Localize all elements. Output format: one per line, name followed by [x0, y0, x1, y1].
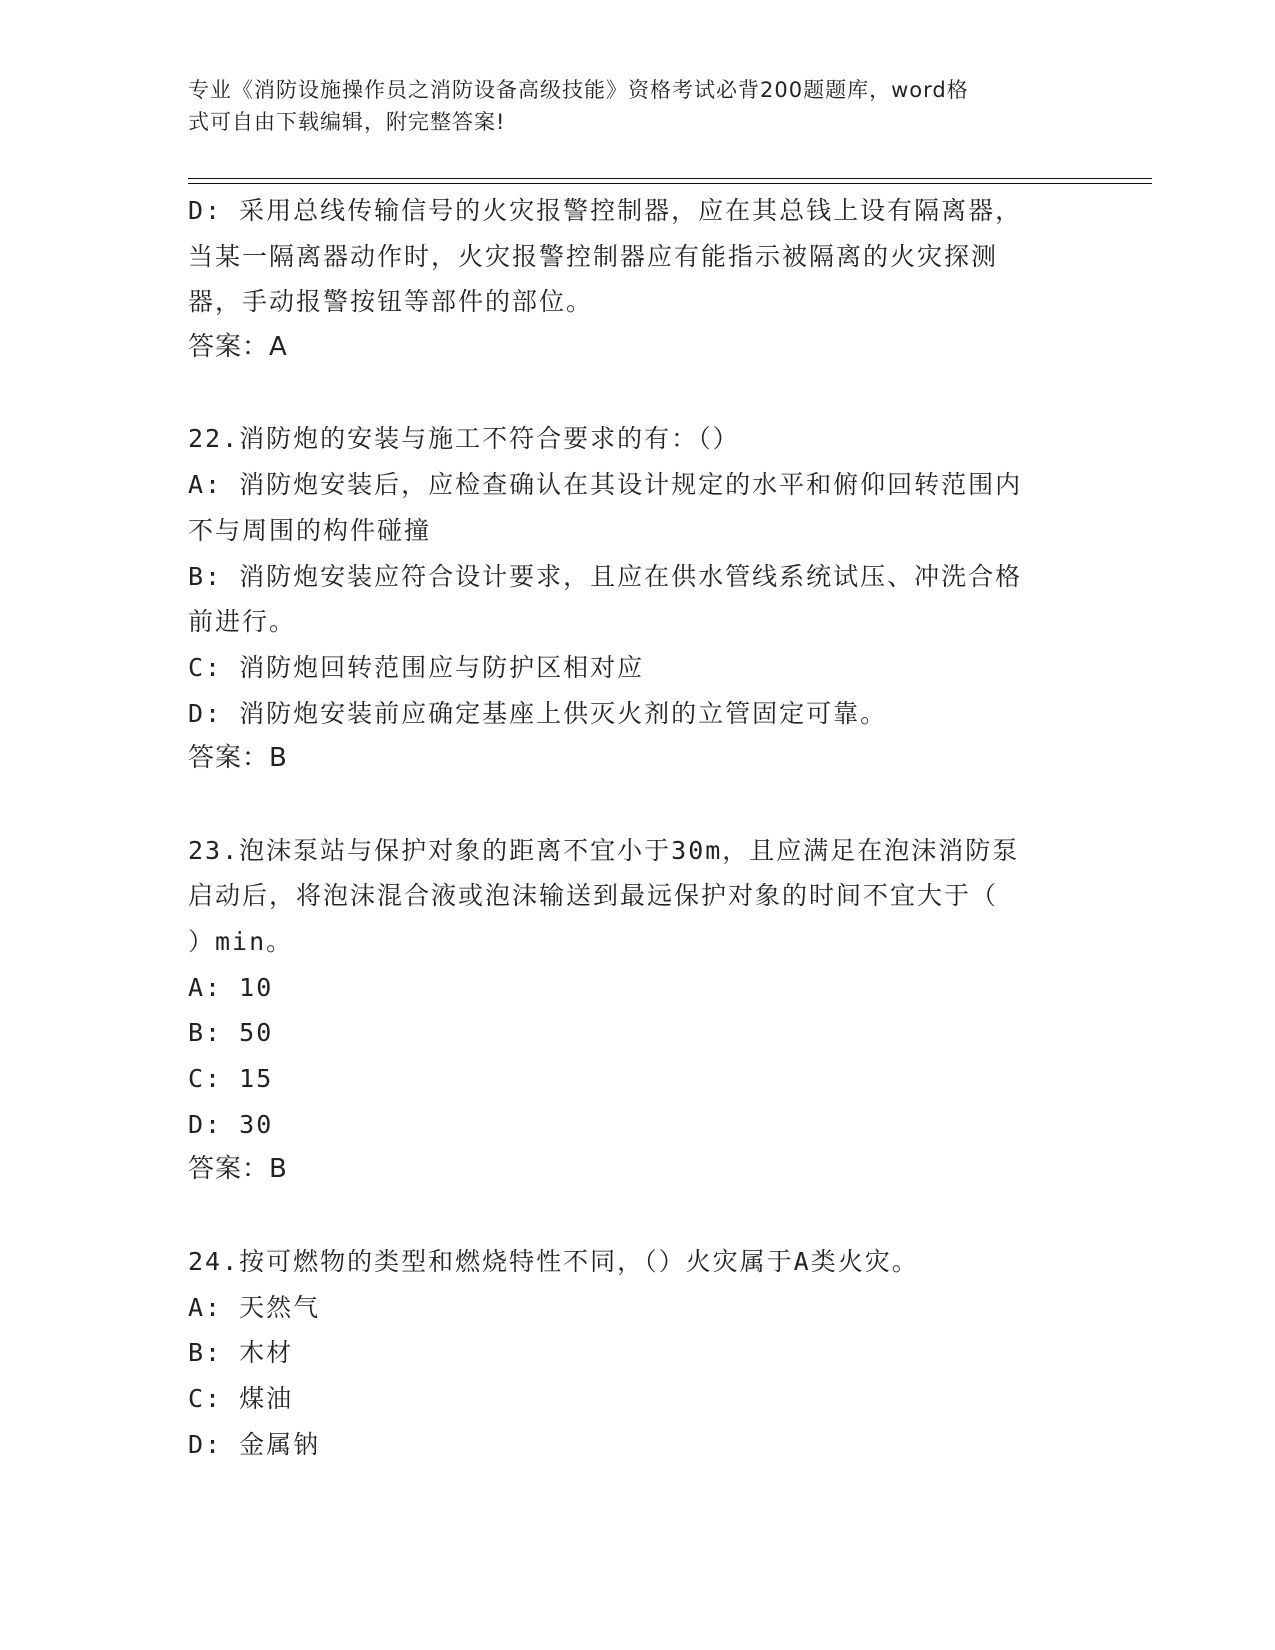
header-title-line-1: 专业《消防设施操作员之消防设备高级技能》资格考试必背200题题库，word格 [188, 78, 969, 102]
answer-22: 答案：B [188, 743, 288, 774]
option-b-line-1: B: 消防炮安装应符合设计要求，且应在供水管线系统试压、冲洗合格 [188, 561, 1023, 591]
question-23 [188, 828, 1088, 1194]
option-a-line-1: A: 消防炮安装后，应检查确认在其设计规定的水平和俯仰回转范围内 [188, 470, 1023, 500]
answer-21: 答案：A [188, 332, 288, 363]
question-22-text: 22.消防炮的安装与施工不符合要求的有：（） [188, 424, 740, 454]
header-rule-top [188, 178, 1152, 179]
option-b-line-2: 前进行。 [188, 607, 297, 637]
answer-23: 答案：B [188, 1154, 288, 1185]
option-a: A: 10 [188, 972, 274, 1002]
question-23-line-2: 启动后，将泡沫混合液或泡沫输送到最远保护对象的时间不宜大于（ [188, 881, 999, 911]
question-23-line-1: 23.泡沫泵站与保护对象的距离不宜小于30m，且应满足在泡沫消防泵 [188, 835, 1020, 865]
option-d-line-2: 当某一隔离器动作时，火灾报警控制器应有能指示被隔离的火灾探测 [188, 241, 999, 271]
option-d: D: 消防炮安装前应确定基座上供灭火剂的立管固定可靠。 [188, 698, 888, 728]
spacer [188, 1193, 1088, 1239]
question-21 [188, 188, 1088, 371]
question-23-line-3: ）min。 [188, 927, 294, 956]
header-rule-bottom [188, 183, 1152, 184]
option-a-line-2: 不与周围的构件碰撞 [188, 515, 432, 545]
option-c: C: 消防炮回转范围应与防护区相对应 [188, 652, 645, 682]
spacer [188, 371, 1088, 417]
option-a: A: 天然气 [188, 1292, 321, 1322]
page-header [188, 74, 1068, 138]
spacer [188, 782, 1088, 828]
option-d: D: 30 [188, 1109, 274, 1139]
question-24-text: 24.按可燃物的类型和燃烧特性不同，（）火灾属于A类火灾。 [188, 1246, 919, 1276]
option-b: B: 50 [188, 1018, 274, 1048]
option-d-line-1: D: 采用总线传输信号的火灾报警控制器，应在其总钱上设有隔离器， [188, 196, 1023, 225]
question-22 [188, 416, 1088, 782]
option-d-line-3: 器，手动报警按钮等部件的部位。 [188, 287, 594, 317]
header-title-line-2: 式可自由下载编辑，附完整答案! [188, 110, 506, 134]
option-b: B: 木材 [188, 1338, 294, 1368]
option-c: C: 煤油 [188, 1383, 294, 1413]
question-24 [188, 1239, 1088, 1467]
option-c: C: 15 [188, 1064, 274, 1094]
question-list [188, 188, 1088, 1467]
option-d: D: 金属钠 [188, 1429, 321, 1459]
